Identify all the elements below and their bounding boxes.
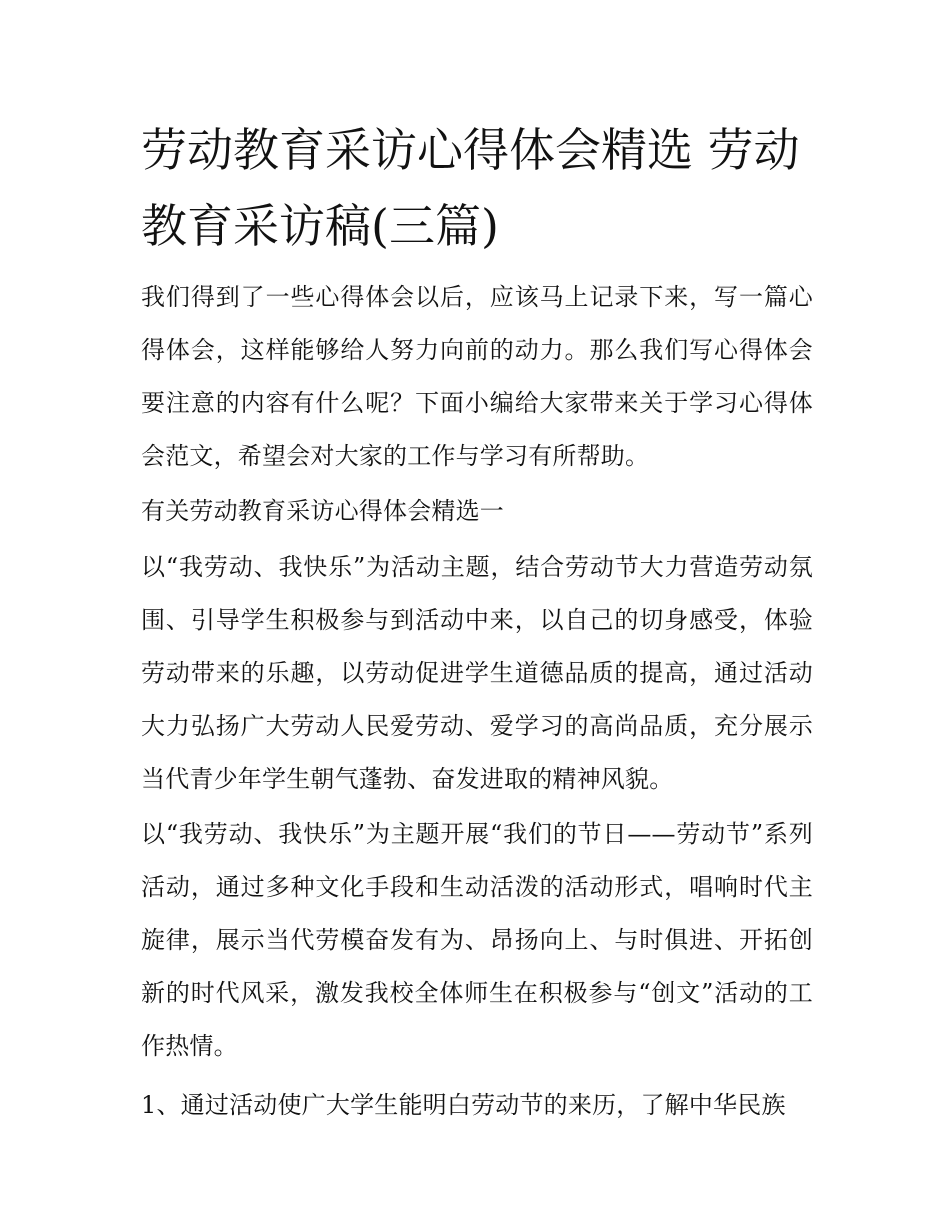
body-paragraph: 以“我劳动、我快乐”为主题开展“我们的节日——劳动节”系列活动，通过多种文化手段和生动活泼的活动形式，唱响时代主旋律，展示当代劳模奋发有为、昂扬向上、与时俱进、开拓创新的时代风采，激发我校全体师生在积极参与“创文”活动的工作热情。 <box>141 820 813 1060</box>
section-heading: 有关劳动教育采访心得体会精选一 <box>141 497 504 525</box>
document-title: 劳动教育采访心得体会精选 劳动教育采访稿(三篇) <box>141 123 800 253</box>
intro-paragraph: 我们得到了一些心得体会以后，应该马上记录下来，写一篇心得体会，这样能够给人努力向前的动力。那么我们写心得体会要注意的内容有什么呢？下面小编给大家带来关于学习心得体会范文，希望会对大家的工作与学习有所帮助。 <box>141 283 813 470</box>
list-item: 1、通过活动使广大学生能明白劳动节的来历，了解中华民族 <box>141 1091 786 1119</box>
document-page <box>141 112 813 1134</box>
body-paragraph: 以“我劳动、我快乐”为活动主题，结合劳动节大力营造劳动氛围、引导学生积极参与到活动中来，以自己的切身感受，体验劳动带来的乐趣，以劳动促进学生道德品质的提高，通过活动大力弘扬广大劳动人民爱劳动、爱学习的高尚品质，充分展示当代青少年学生朝气蓬勃、奋发进取的精神风貌。 <box>141 553 813 793</box>
